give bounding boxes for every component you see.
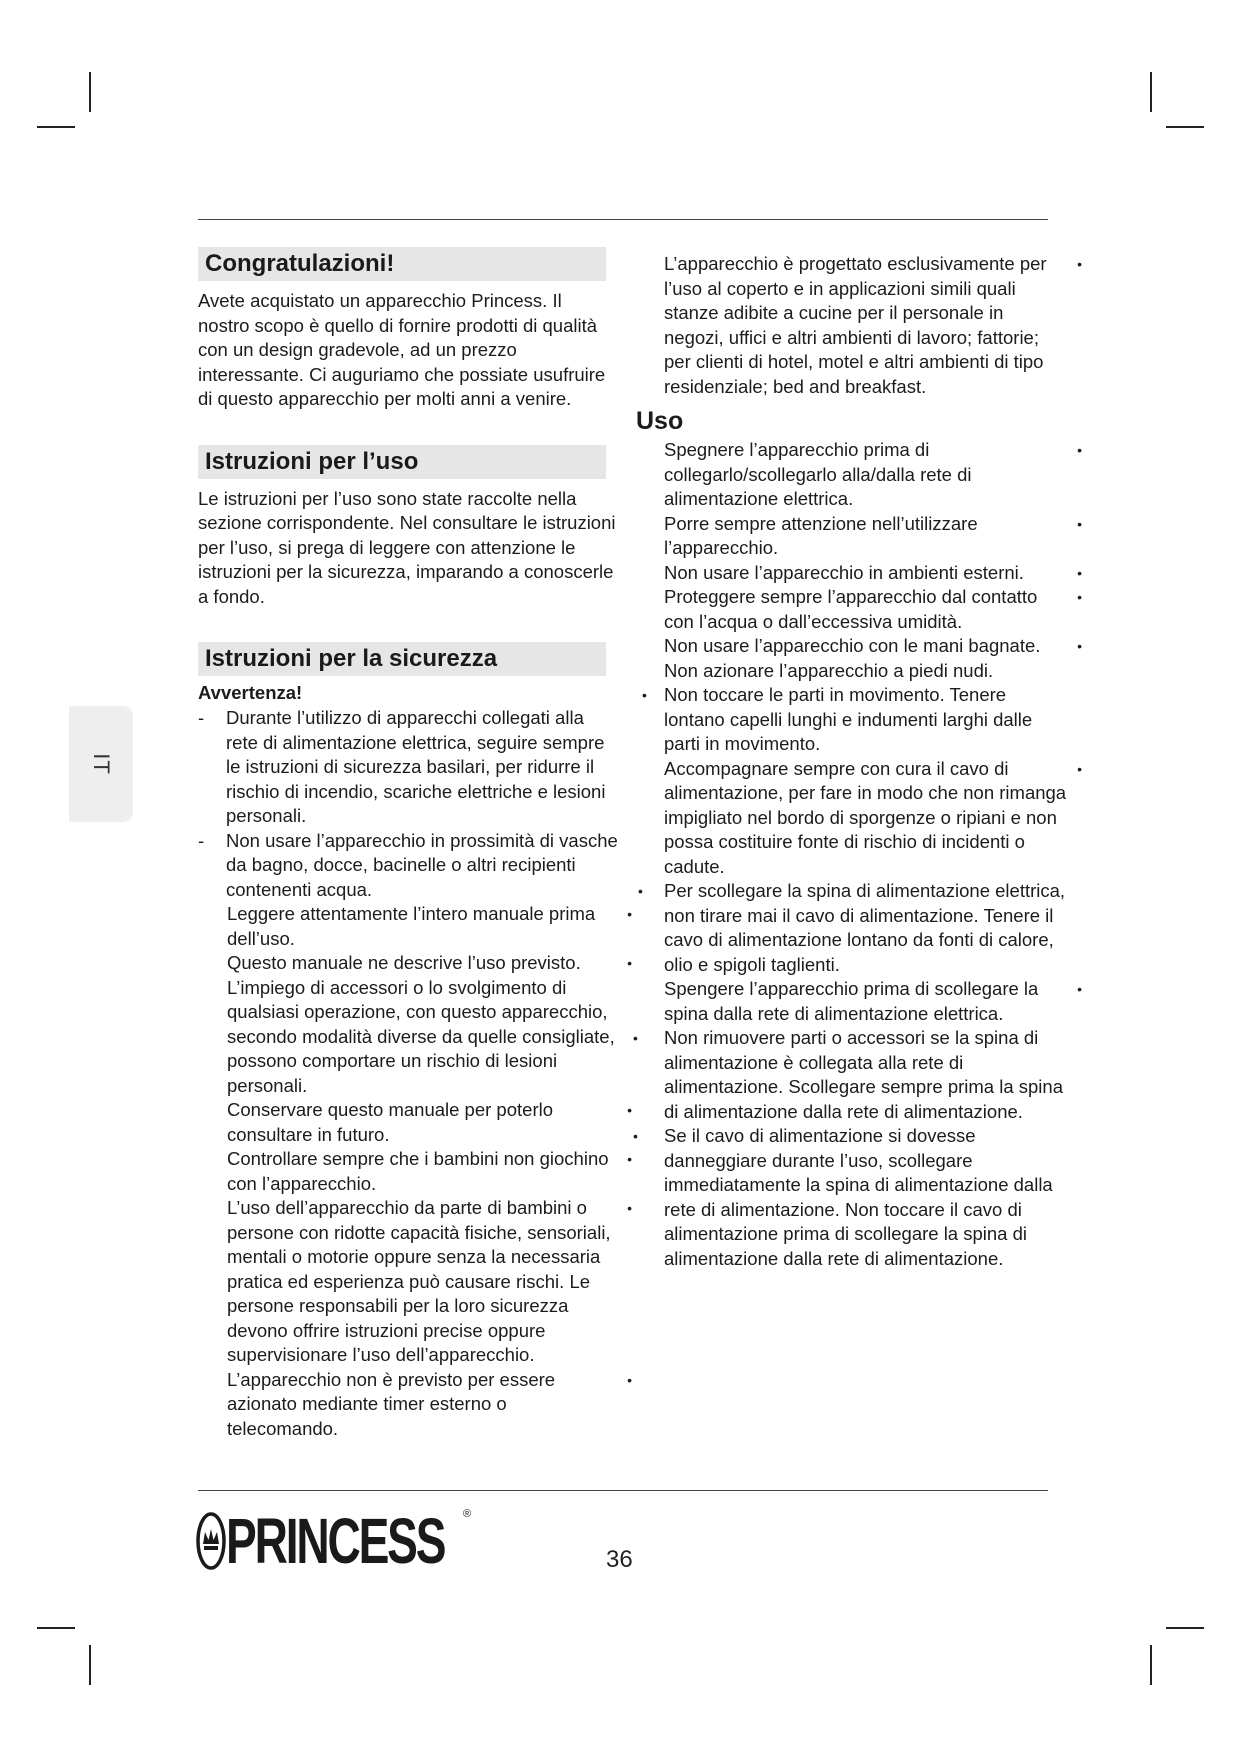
language-tab (69, 706, 133, 822)
bullet-list-item (636, 438, 1082, 512)
crop-mark-top-right-h (1166, 126, 1204, 128)
bullet-icon: • (1077, 760, 1082, 777)
dash-marker: - (198, 829, 205, 851)
registered-mark: ® (463, 1508, 472, 1520)
instructions-heading: Istruzioni per l’uso (198, 445, 606, 479)
bullet-icon: • (1077, 589, 1082, 605)
bullet-list-item (636, 512, 1082, 561)
crown-logo-icon (196, 1510, 226, 1572)
bullet-item-text: Controllare sempre che i bambini non giochino con l’apparecchio. (227, 1148, 609, 1194)
crop-mark-bottom-left-v (89, 1645, 91, 1685)
bullet-list-item (636, 977, 1082, 1026)
crop-mark-bottom-left-h (37, 1627, 75, 1629)
bullet-list-item (636, 683, 1068, 757)
dash-item-text: Non usare l’apparecchio in prossimità di vasche da bagno, docce, bacinelle o altri recipienti contenenti acqua. (226, 829, 618, 900)
warning-label: Avvertenza! (198, 682, 303, 703)
bullet-icon: • (633, 1128, 638, 1144)
bullet-list-item (633, 1124, 1068, 1271)
bullet-item-text: L’apparecchio non è previsto per essere azionato mediante timer esterno o telecomando. (227, 1368, 556, 1439)
congratulations-text: Avete acquistato un apparecchio Princess. Il nostro scopo è quello di fornire prodotti di qualità con un design gradevole, ad un prezzo interessante. Ci auguriamo che possiate usufruire di questo apparecchio per molti anni a venire. (198, 290, 606, 409)
crop-mark-bottom-right-h (1166, 1627, 1204, 1629)
top-rule (198, 219, 1048, 220)
right-column (633, 252, 1082, 1271)
uso-heading: Uso (636, 407, 684, 435)
bullet-item-text: Per scollegare la spina di alimentazione elettrica, non tirare mai il cavo di alimentazione. Tenere il cavo di alimentazione lontano da fonti di calore, olio e spigoli taglienti. (664, 880, 1066, 975)
dash-item-text: Durante l’utilizzo di apparecchi collegati alla rete di alimentazione elettrica, seguire sempre le istruzioni di sicurezza basilari, per ridurre il rischio di incendio, scariche elettriche e lesioni personali. (226, 707, 606, 826)
bullet-icon: • (627, 955, 632, 971)
instructions-text: Le istruzioni per l’uso sono state raccolte nella sezione corrispondente. Nel consultare le istruzioni per l’uso, si prega di leggere con attenzione le istruzioni per la sicurezza, imparando a conoscerle a fondo. (198, 487, 616, 607)
bullet-list-item (198, 902, 632, 951)
crop-mark-top-left-v (89, 72, 91, 112)
bullet-icon: • (1077, 638, 1082, 654)
bullet-item-text: Proteggere sempre l’apparecchio dal contatto con l’acqua o dall’eccessiva umidità. (664, 586, 1038, 632)
bullet-item-text: Non usare l’apparecchio con le mani bagnate. Non azionare l’apparecchio a piedi nudi. (664, 635, 1041, 681)
bullet-icon: • (642, 687, 647, 703)
language-tab-label: IT (89, 753, 114, 775)
safety-heading: Istruzioni per la sicurezza (198, 642, 606, 676)
princess-logo (196, 1505, 529, 1577)
bullet-icon: • (633, 1030, 638, 1046)
bullet-list-item (636, 634, 1082, 683)
bullet-icon: • (627, 1200, 632, 1216)
bullet-icon: • (627, 1371, 632, 1388)
dash-list-item (198, 829, 618, 903)
bullet-item-text: Accompagnare sempre con cura il cavo di alimentazione, per fare in modo che non rimanga impigliato nel bordo di sporgenze o ripiani e non possa costituire fonte di rischio di incidenti o cadute. (664, 757, 1067, 877)
bullet-list-item (633, 1026, 1068, 1124)
bullet-icon: • (1077, 981, 1082, 997)
bullet-list-item (198, 951, 632, 1098)
dash-list-item (198, 706, 618, 829)
bullet-item-text: Non toccare le parti in movimento. Tenere lontano capelli lunghi e indumenti larghi dalle parti in movimento. (664, 684, 1033, 754)
dash-marker: - (198, 707, 205, 728)
brand-wordmark: PRINCESS (226, 1505, 445, 1577)
bullet-item-text: Non usare l’apparecchio in ambienti esterni. (664, 561, 1024, 583)
bottom-rule (198, 1490, 1048, 1491)
bullet-list-item (198, 1147, 632, 1196)
left-column (198, 247, 632, 1441)
bullet-icon: • (627, 1102, 632, 1118)
bullet-item-text: Spegnere l’apparecchio prima di collegarlo/scollegarlo alla/dalla rete di alimentazione elettrica. (664, 439, 972, 509)
bullet-icon: • (627, 906, 632, 922)
page-number: 36 (606, 1546, 633, 1573)
bullet-list-item (636, 252, 1082, 399)
bullet-list-item (636, 561, 1082, 586)
bullet-item-text: Non rimuovere parti o accessori se la spina di alimentazione è collegata alla rete di alimentazione. Scollegare sempre prima la spina di alimentazione dalla rete di alimentazione. (664, 1027, 1063, 1122)
bullet-item-text: L’uso dell’apparecchio da parte di bambini o persone con ridotte capacità fisiche, sensoriali, mentali o motorie oppure senza la necessaria pratica ed esperienza può causare rischi. Le persone responsabili per la loro sicurezza devono offrire istruzioni precise oppure supervisionare l’uso dell’apparecchio. (227, 1197, 611, 1365)
bullet-list-item (636, 585, 1082, 634)
crop-mark-bottom-right-v (1150, 1645, 1152, 1685)
bullet-list-item (636, 879, 1068, 977)
congratulations-heading: Congratulazioni! (198, 247, 606, 281)
bullet-icon: • (1077, 256, 1082, 272)
bullet-item-text: L’apparecchio è progettato esclusivamente per l’uso al coperto e in applicazioni simili quali stanze adibite a cucine per il personale in negozi, uffici e altri ambienti di lavoro; fattorie; per clienti di hotel, motel e altri ambienti di tipo residenziale; bed and breakfast. (664, 253, 1047, 397)
crop-mark-top-right-v (1150, 72, 1152, 112)
bullet-item-text: Spengere l’apparecchio prima di scollegare la spina dalla rete di alimentazione elettrica. (664, 978, 1039, 1024)
bullet-item-text: Conservare questo manuale per poterlo consultare in futuro. (227, 1099, 553, 1145)
bullet-list-item (198, 1196, 632, 1368)
bullet-list-item (198, 1098, 632, 1147)
bullet-list-item (198, 1368, 632, 1442)
bullet-item-text: Porre sempre attenzione nell’utilizzare l’apparecchio. (664, 512, 978, 558)
bullet-icon: • (1077, 515, 1082, 532)
bullet-item-text: Leggere attentamente l’intero manuale prima dell’uso. (227, 903, 596, 949)
bullet-icon: • (1077, 564, 1082, 581)
bullet-item-text: Questo manuale ne descrive l’uso previsto. L’impiego di accessori o lo svolgimento di qualsiasi operazione, con questo apparecchio, secondo modalità diverse da quelle consigliate, possono comportare un rischio di lesioni personali. (227, 952, 615, 1096)
crop-mark-top-left-h (37, 126, 75, 128)
bullet-icon: • (627, 1151, 632, 1167)
bullet-list-item (636, 757, 1082, 880)
bullet-item-text: Se il cavo di alimentazione si dovesse danneggiare durante l’uso, scollegare immediatamente la spina di alimentazione dalla rete di alimentazione. Non toccare il cavo di alimentazione prima di scollegare la spina di alimentazione dalla rete di alimentazione. (664, 1125, 1053, 1269)
bullet-icon: • (1077, 442, 1082, 458)
bullet-icon: • (638, 883, 643, 899)
